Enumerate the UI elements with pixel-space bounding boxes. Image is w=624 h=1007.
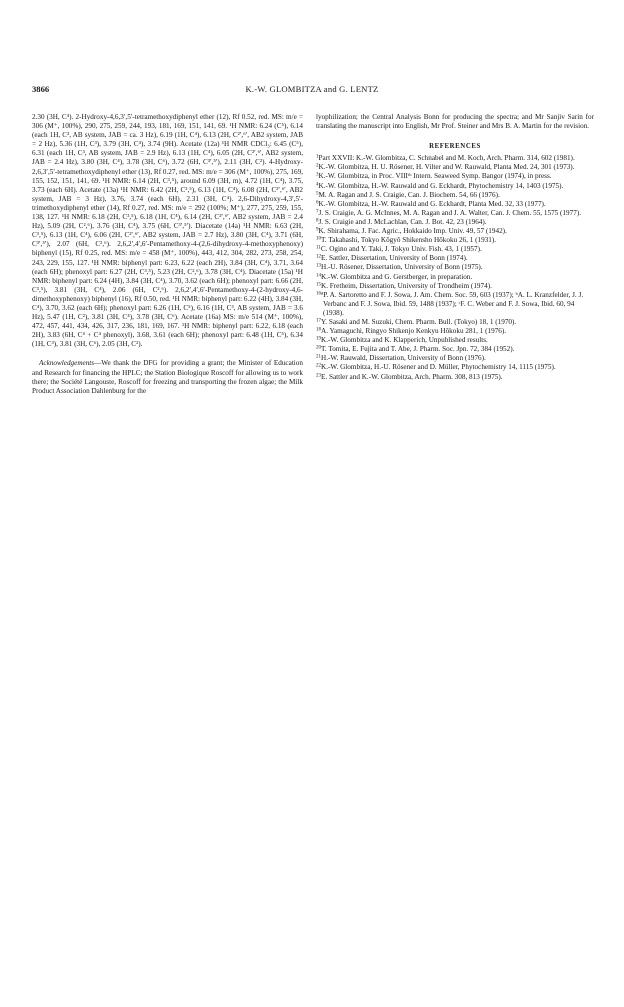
references-title: REFERENCES xyxy=(429,143,481,151)
acknowledgements-text: —We thank the DFG for providing a grant; the Minister of Education and Research for financing the HPLC; the Station Biologique Roscoff for allowing us to work there; the Société Langouste, Roscoff for freezing and transporting the frozen algae; the Milk Product Association Dahlenburg for the xyxy=(32,359,303,395)
reference-item xyxy=(316,282,594,291)
reference-text: T. Takahashi, Tokyo Kôgyô Shikensho Hôkoku 26, 1 (1931). xyxy=(321,236,497,245)
reference-text: H.-W. Rauwald, Dissertation, University of Bonn (1976). xyxy=(321,354,486,363)
reference-number: 8 xyxy=(316,218,319,224)
reference-number: 10 xyxy=(316,236,321,242)
references-list xyxy=(316,154,594,381)
reference-text: K.-W. Glombitza, in Proc. VIIIᵗʰ Intern. Seaweed Symp. Bangor (1974), in press. xyxy=(318,172,552,181)
page-number: 3866 xyxy=(32,84,50,94)
reference-text: T. Tomita, E. Fujita and T. Abe, J. Pharm. Soc. Jpn. 72, 384 (1952). xyxy=(321,345,515,354)
reference-item xyxy=(316,236,594,245)
reference-item xyxy=(316,191,594,200)
acknowledgements-continuation: lyophilization; the Central Analysis Bonn for producing the spectra; and Mr Sanjiv Sarin for translating the manuscript into English, Mr Prof. Steiner and Mrs B. A. Martin for the revision. xyxy=(316,113,594,131)
reference-number: 18 xyxy=(316,327,321,333)
reference-item xyxy=(316,345,594,354)
reference-number: 1 xyxy=(316,154,319,160)
reference-item xyxy=(316,373,594,382)
reference-item xyxy=(316,163,594,172)
experimental-text: 2.30 (3H, C⁴). 2-Hydroxy-4,6,3′,5′-tetramethoxydiphenyl ether (12), Rf 0.52, red. MS: m/e = 306 (M⁺, 100%), 290, 275, 259, 244, 193, 181, 169, 151, 141, 69. ¹H NMR: 6.24 (C⁵), 6.14 (each 1H, C³, AB system, JAB = ca. 3 Hz), 6.19 (1H, C⁴), 6.13 (2H, C²′,⁶′, AB2 system, JAB = 2 Hz), 5.36 (1H, C³), 3.79 (3H, C⁴), 3.74 (9H). Acetate (12a) ¹H NMR CDCl₃: 6.45 (C⁵), 6.31 (each 1H, C³, AB system, JAB = 2.9 Hz), 6.13 (1H, C⁴), 6.05 (2H, C²′,⁶′, AB2 system, JAB = 2.4 Hz), 3.80 (3H, C⁴), 3.78 (3H, C⁶), 3.72 (6H, C³′,⁵′), 2.11 (3H, C²). 4-Hydroxy-2,6,3′,5′-tetramethoxydiphenyl ether (13), Rf 0.27, red. MS: m/e = 306 (M⁺, 100%), 275, 169, 155, 152, 151, 141, 69. ¹H NMR: 6.14 (2H, C³,⁵), around 6.09 (3H, m), 4.72 (1H, C⁴), 3.75, 3.73 (each 6H). Acetate (13a) ¹H NMR: 6.42 (2H, C³,⁵), 6.13 (1H, C⁴), 6.08 (2H, C²′,⁶′, AB2 system, JAB = 3 Hz), 3.76, 3.74 (each 6H), 2.31 (3H, C⁴). 2,6-Dihydroxy-4,3′,5′-trimethoxydiphenyl ether (14), Rf 0.27, red. MS: m/e = 292 (100%; M⁺), 277, 275, 259, 155, 138, 127. ¹H NMR: 6.18 (2H, C³,⁵), 6.18 (1H, C⁴), 6.14 (2H, C²′,⁶′, AB2 system, JAB = 2.4 Hz), 5.09 (2H, C²,⁶), 3.76 (3H, C⁴), 3.75 (6H, C³′,⁵′). Diacetate (14a) ¹H NMR: 6.63 (2H, C³,⁵), 6.13 (1H, C⁴), 6.06 (2H, C²′,⁶′, AB2 system, JAB = 2.7 Hz), 3.80 (3H, C⁴), 3.71 (6H, C³′,⁵′), 2.07 (6H, C²,⁶). 2,6,2′,4′,6′-Pentamethoxy-4-(2,6-dihydroxy-4-methoxyphenoxy) biphenyl (15), Rf 0.25, red. MS: m/e = 458 (M⁺, 100%), 443, 412, 304, 282, 273, 258, 254, 243, 229, 155, 127. ¹H NMR: biphenyl part: 6.23, 6.22 (each 2H), 3.84 (3H, C⁴), 3.71, 3.64 (each 6H); phenoxyl part: 6.27 (2H, C³,⁵), 5.23 (2H, C²,⁶), 3.78 (3H, C⁴). Diacetate (15a) ¹H NMR: biphenyl part: 6.24 (4H), 3.84 (3H, C⁴), 3.70, 3.62 (each 6H); phenoxyl part: 6.66 (2H, C³,⁵), 3.81 (3H, C⁴), 2.06 (6H, C²,⁶). 2,6,2′,4′,6′-Pentamethoxy-4-(2-hydroxy-4,6-dimethoxyphenoxy) biphenyl (16), Rf 0.50, red. ¹H NMR: biphenyl part: 6.22 (4H), 3.84 (3H, C⁴), 3.70, 3.62 (each 6H); phenoxyl part: 6.26 (1H, C⁵), 6.16 (1H, C³, AB system, JAB = 3.6 Hz), 5.47 (1H, C²), 3.81 (3H, C⁴), 3.78 (3H, C⁶). Acetate (16a) MS: m/e 514 (M⁺, 100%), 472, 457, 441, 434, 426, 317, 236, 181, 169, 167. ¹H NMR: biphenyl part: 6.22, 6.18 (each 2H), 3.83 (6H, C⁴ + C⁴ phenoxyl), 3.68, 3.61 (each 6H); phenoxyl part: 6.48 (1H, C⁵), 6.34 (1H, C³), 3.81 (3H, C⁶), 2.05 (3H, C²). xyxy=(32,113,303,349)
acknowledgements-paragraph xyxy=(32,359,303,395)
reference-number: 16a xyxy=(316,291,324,297)
reference-text: K. Fretheim, Dissertation, University of Trondheim (1974). xyxy=(321,281,492,290)
reference-item xyxy=(316,363,594,372)
reference-item xyxy=(316,245,594,254)
reference-number: 3 xyxy=(316,172,319,178)
reference-number: 13 xyxy=(316,263,321,269)
reference-text: K.-W. Glombitza, H.-W. Rauwald and G. Eckhardt, Planta Med. 32, 33 (1977). xyxy=(318,199,546,208)
right-column xyxy=(316,113,594,382)
left-column xyxy=(32,113,303,396)
reference-number: 23 xyxy=(316,373,321,379)
running-head: K.-W. GLOMBITZA and G. LENTZ xyxy=(245,84,379,94)
reference-text: P. A. Sartoretto and F. J. Sowa, J. Am. Chem. Soc. 59, 603 (1937); ᵇA. L. Kranzfelder, J. J. Verbanc and F. J. Sowa, Ibid. 59, 1488 (1937); ᶜF. C. Weber and F. J. Sowa, Ibid. 60, 94 (1938). xyxy=(323,290,584,317)
reference-text: Part XXVII: K.-W. Glombitza, C. Schnabel and M. Koch, Arch. Pharm. 314, 602 (1981). xyxy=(318,154,575,163)
reference-text: E. Sattler and K.-W. Glombitza, Arch. Pharm. 308, 813 (1975). xyxy=(321,372,503,381)
reference-text: K.-W. Glombitza and K. Klapperich, Unpublished results. xyxy=(321,336,488,345)
reference-item xyxy=(316,336,594,345)
reference-text: K.-W. Glombitza, H.-W. Rauwald and G. Eckhardt, Phytochemistry 14, 1403 (1975). xyxy=(318,181,564,190)
reference-text: K.-W. Glombitza, H.-U. Rösener and D. Müller, Phytochemistry 14, 1115 (1975). xyxy=(321,363,556,372)
reference-number: 17 xyxy=(316,318,321,324)
reference-text: K.-W. Glombitza, H. U. Rösener, H. Vilter and W. Rauwald, Planta Med. 24, 301 (1973). xyxy=(318,163,575,172)
reference-text: C. Ogino and Y. Taki, J. Tokyo Univ. Fish. 43, 1 (1957). xyxy=(320,245,482,254)
reference-item xyxy=(316,327,594,336)
reference-number: 14 xyxy=(316,273,321,278)
reference-number: 11 xyxy=(316,245,321,251)
reference-text: Y. Sasaki and M. Suzuki, Chem. Pharm. Bull. (Tokyo) 18, 1 (1970). xyxy=(321,317,517,326)
reference-item xyxy=(316,318,594,327)
reference-number: 9 xyxy=(316,227,319,233)
reference-item xyxy=(316,154,594,163)
reference-text: K. Shirahama, J. Fac. Agric., Hokkaido Imp. Univ. 49, 57 (1942). xyxy=(318,227,507,236)
reference-number: 22 xyxy=(316,363,321,369)
reference-number: 7 xyxy=(316,209,319,215)
reference-item xyxy=(316,291,594,318)
page-header xyxy=(32,84,592,98)
reference-number: 12 xyxy=(316,254,321,260)
reference-text: M. A. Ragan and J. S. Craigie, Can. J. Biochem. 54, 66 (1976). xyxy=(318,190,500,199)
reference-number: 6 xyxy=(316,200,319,206)
acknowledgements-label: Acknowledgements xyxy=(39,359,95,368)
reference-item xyxy=(316,254,594,263)
reference-item xyxy=(316,263,594,272)
reference-text: E. Sattler, Dissertation, University of Bonn (1974). xyxy=(321,254,468,263)
reference-number: 21 xyxy=(316,354,321,360)
reference-text: H.-U. Rösener, Dissertation, University of Bonn (1975). xyxy=(321,263,483,272)
reference-number: 2 xyxy=(316,163,319,169)
reference-number: 5 xyxy=(316,191,319,197)
reference-item xyxy=(316,354,594,363)
reference-item xyxy=(316,200,594,209)
reference-text: J. S. Craigie and J. McLachlan, Can. J. Bot. 42, 23 (1964). xyxy=(318,217,487,226)
reference-number: 15 xyxy=(316,282,321,288)
reference-item xyxy=(316,209,594,218)
reference-number: 19 xyxy=(316,336,321,342)
reference-item xyxy=(316,218,594,227)
reference-number: 20 xyxy=(316,345,321,351)
reference-item xyxy=(316,172,594,181)
reference-text: J. S. Craigie, A. G. McInnes, M. A. Ragan and J. A. Walter, Can. J. Chem. 55, 1575 (1977). xyxy=(318,208,582,217)
reference-item xyxy=(316,227,594,236)
reference-number: 4 xyxy=(316,182,319,188)
reference-text: K.-W. Glombitza and G. Gerstberger, in preparation. xyxy=(321,272,473,281)
reference-item xyxy=(316,273,594,282)
reference-text: A. Yamaguchi, Ringyo Shikenjo Kenkyu Hôkoku 281, 1 (1976). xyxy=(321,327,507,336)
reference-item xyxy=(316,182,594,191)
